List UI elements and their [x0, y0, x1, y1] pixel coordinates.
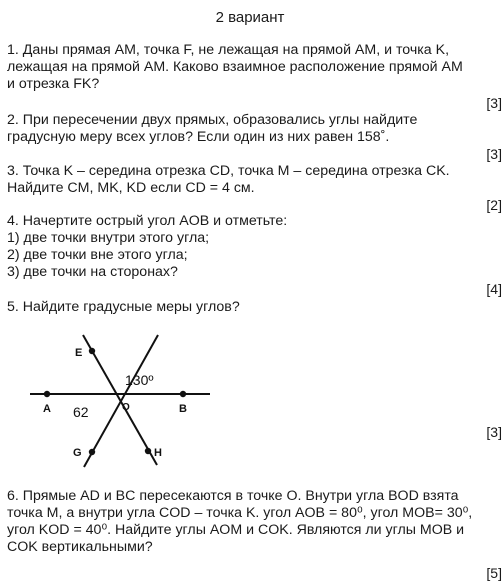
point-h — [145, 448, 151, 454]
task-6-line-3: угол KOD = 40⁰. Найдите углы AOM и COK. Являются ли углы MOB и — [7, 522, 465, 538]
task-2-line-2: градусную меру всех углов? Если один из них равен 158˚. — [7, 129, 390, 145]
angle-label-62: 62 — [73, 404, 89, 420]
angle-label-130: 130º — [125, 372, 154, 388]
label-o: O — [122, 402, 130, 413]
point-g — [89, 449, 95, 455]
task-2-line-1: 2. При пересечении двух прямых, образовались углы найдите — [7, 112, 418, 128]
task-1-line-1: 1. Даны прямая AM, точка F, не лежащая на прямой AM, и точка K, — [7, 42, 450, 58]
task-1-points: [3] — [486, 95, 502, 111]
task-6 — [7, 488, 497, 556]
task-1-line-2: лежащая на прямой AM. Каково взаимное расположение прямой AM — [7, 59, 463, 75]
label-a: A — [43, 403, 51, 415]
task-1-line-3: и отрезка FK? — [7, 76, 100, 92]
task-6-points: [5] — [486, 565, 502, 581]
task-4-line-2: 1) две точки внутри этого угла; — [7, 230, 210, 246]
task-4-line-1: 4. Начертите острый угол AOB и отметьте: — [7, 213, 288, 229]
task-4-points: [4] — [486, 281, 502, 297]
task-6-line-2: точка M, а внутри угла COD – точка K. угол AOB = 80⁰, угол MOB= 30⁰, — [7, 505, 473, 521]
task-5-points: [3] — [486, 424, 502, 440]
task-3-points: [2] — [486, 197, 502, 213]
task-3-line-1: 3. Точка K – середина отрезка CD, точка M – середина отрезка CK. — [7, 163, 450, 179]
task-2-points: [3] — [486, 146, 502, 162]
task-5-line-1: 5. Найдите градусные меры углов? — [7, 299, 240, 315]
task-6-line-1: 6. Прямые AD и BC пересекаются в точке O. Внутри угла BOD взята — [7, 488, 459, 504]
task-4-line-3: 2) две точки вне этого угла; — [7, 247, 188, 263]
task-3-line-2: Найдите CM, MK, KD если CD = 4 см. — [7, 180, 255, 196]
label-h: H — [154, 447, 162, 459]
point-e — [89, 348, 95, 354]
label-g: G — [73, 447, 82, 459]
label-e: E — [75, 347, 83, 359]
task-4-line-4: 3) две точки на сторонах? — [7, 264, 178, 280]
variant-title: 2 вариант — [215, 9, 285, 26]
task-6-line-4: COK вертикальными? — [7, 539, 153, 555]
point-b — [180, 391, 186, 397]
point-a — [44, 391, 50, 397]
label-b: B — [179, 403, 187, 415]
line-eh — [83, 335, 157, 465]
